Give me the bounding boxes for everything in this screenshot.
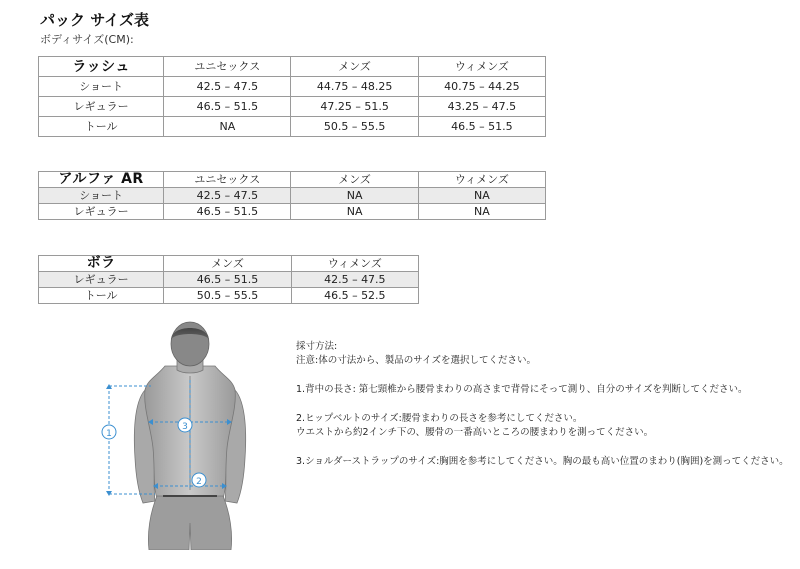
table-cell: 50.5 – 55.5 [164,288,291,304]
table-row [39,188,546,204]
body-measurement-figure [95,318,285,550]
column-header: ウィメンズ [418,57,545,77]
row-label: トール [39,288,164,304]
table-header-row [39,57,546,77]
measurement-marker-2 [192,473,206,487]
table-cell: 42.5 – 47.5 [164,77,291,97]
table-header-row [39,256,419,272]
table-row [39,77,546,97]
back-silhouette-illustration [95,318,285,550]
table-cell: 42.5 – 47.5 [291,272,418,288]
size-table-bora [38,255,419,304]
row-label: レギュラー [39,204,164,220]
svg-text:3: 3 [182,422,188,432]
table-cell: NA [291,204,418,220]
measurement-marker-3 [178,418,192,432]
table-cell: 47.25 – 51.5 [291,97,418,117]
column-header: メンズ [291,172,418,188]
column-header: ユニセックス [164,172,291,188]
table-header-row [39,172,546,188]
column-header: メンズ [291,57,418,77]
table-name: ボラ [39,256,164,272]
table-cell: 44.75 – 48.25 [291,77,418,97]
table-cell: 46.5 – 51.5 [164,204,291,220]
column-header: ユニセックス [164,57,291,77]
table-cell: NA [164,117,291,137]
instructions-note: 注意:体の寸法から、製品のサイズを選択してください。 [296,355,536,366]
table-row [39,288,419,304]
table-cell: 46.5 – 51.5 [164,272,291,288]
instructions-step-2-detail: ウエストから約2インチ下の、腰骨の一番高いところの腰まわりを測ってください。 [296,427,654,438]
row-label: ショート [39,188,164,204]
column-header: ウィメンズ [418,172,545,188]
table-cell: NA [418,188,545,204]
instructions-heading: 採寸方法: [296,341,338,352]
column-header: ウィメンズ [291,256,418,272]
table-cell: 50.5 – 55.5 [291,117,418,137]
table-cell: 46.5 – 51.5 [164,97,291,117]
table-row [39,204,546,220]
row-label: トール [39,117,164,137]
table-cell: 43.25 – 47.5 [418,97,545,117]
page-title: パック サイズ表 [40,11,150,29]
table-name: アルファ AR [39,172,164,188]
svg-text:1: 1 [106,429,112,439]
table-name: ラッシュ [39,57,164,77]
instructions-step-3: 3.ショルダーストラップのサイズ:胸囲を参考にしてください。胸の最も高い位置のまわり(胸囲)を測ってください。 [296,456,789,467]
column-header: メンズ [164,256,291,272]
size-table-rush [38,56,546,137]
table-cell: 46.5 – 52.5 [291,288,418,304]
table-cell: 40.75 – 44.25 [418,77,545,97]
row-label: ショート [39,77,164,97]
measurement-instructions [296,340,796,469]
table-row [39,97,546,117]
table-cell: 42.5 – 47.5 [164,188,291,204]
table-row [39,272,419,288]
measurement-marker-1 [102,425,116,439]
size-table-alpha-ar [38,171,546,220]
table-cell: 46.5 – 51.5 [418,117,545,137]
table-cell: NA [418,204,545,220]
row-label: レギュラー [39,272,164,288]
table-row [39,117,546,137]
svg-text:2: 2 [196,477,202,487]
page-subtitle: ボディサイズ(CM): [40,33,134,46]
instructions-step-2: 2.ヒップベルトのサイズ:腰骨まわりの長さを参考にしてください。 [296,413,583,424]
row-label: レギュラー [39,97,164,117]
instructions-step-1: 1.背中の長さ: 第七頸椎から腰骨まわりの高さまで背骨にそって測り、自分のサイズを判断してください。 [296,384,748,395]
table-cell: NA [291,188,418,204]
